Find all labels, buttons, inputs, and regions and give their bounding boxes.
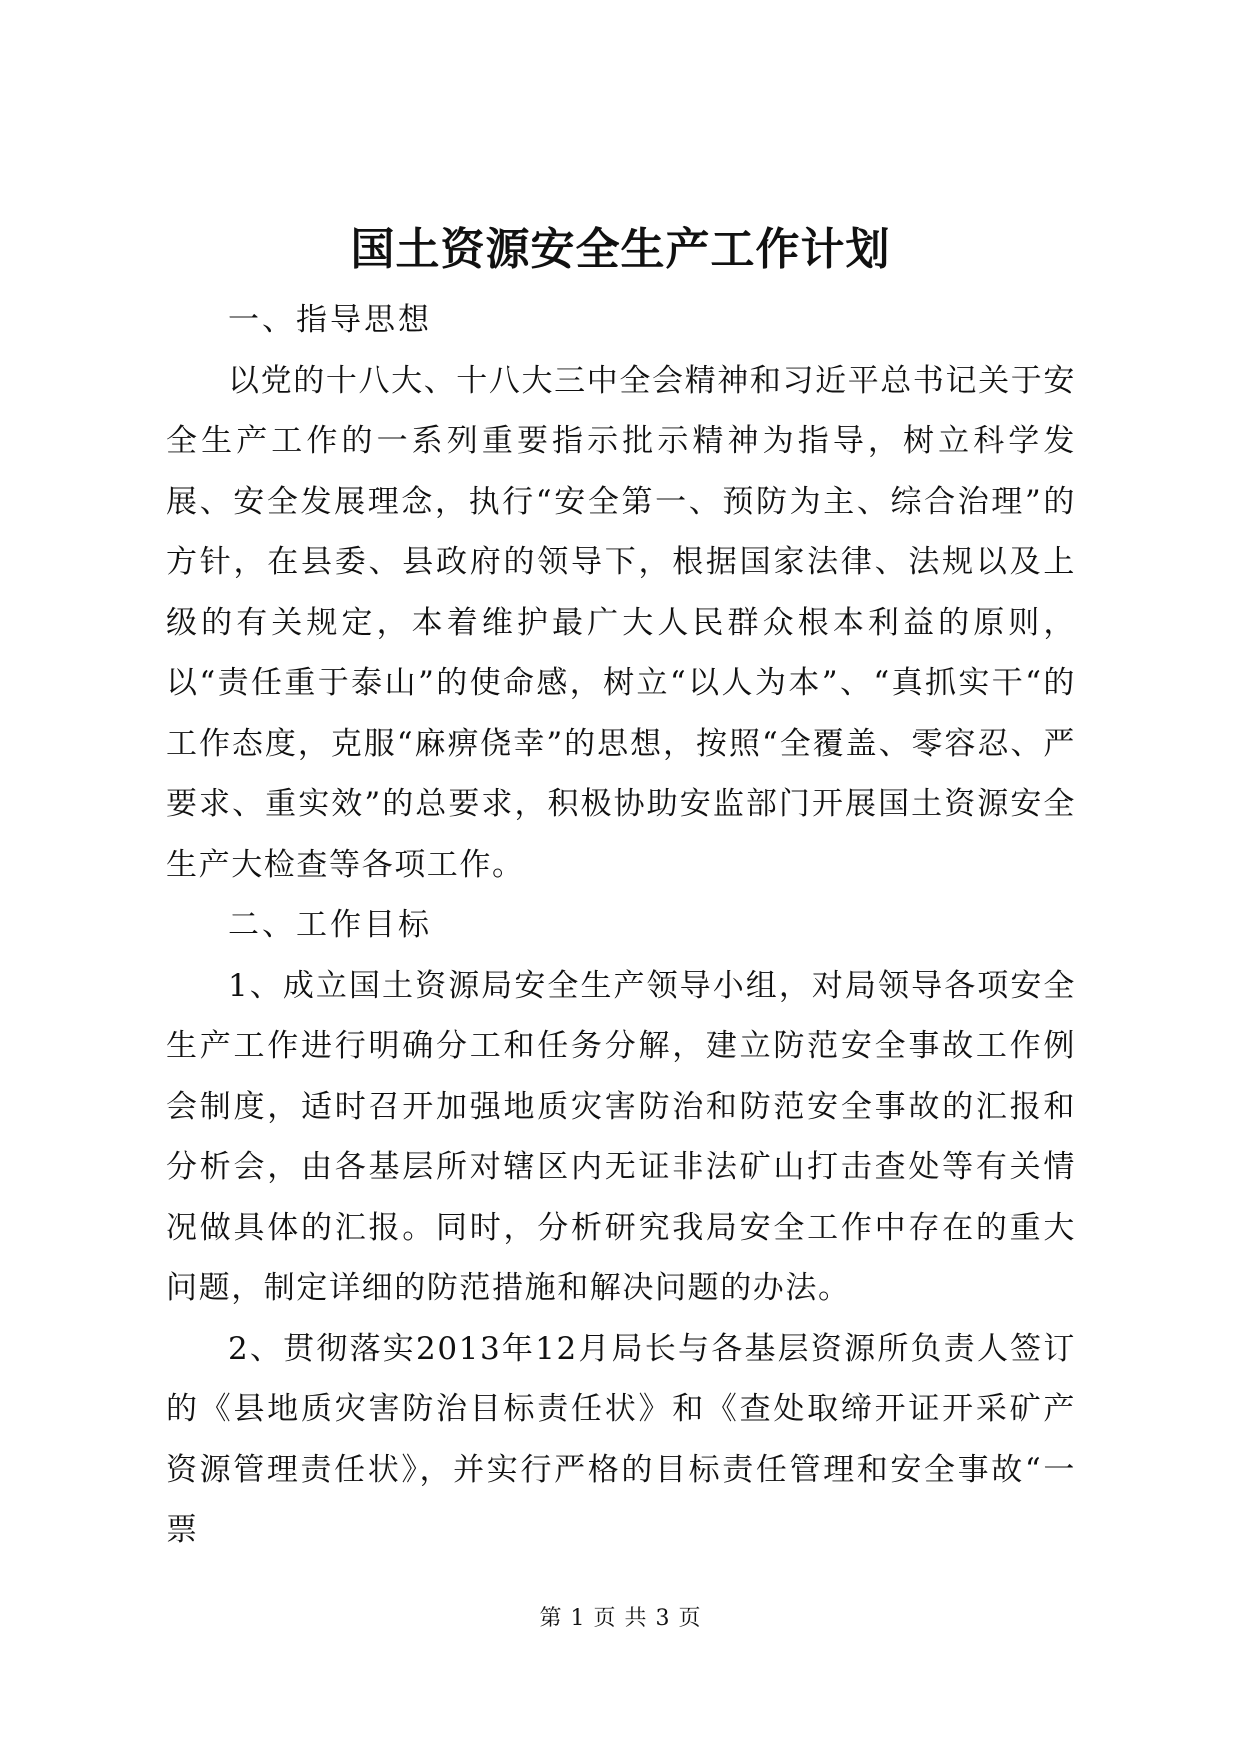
paragraph-goal-1: 1、成立国土资源局安全生产领导小组，对局领导各项安全生产工作进行明确分工和任务分解，建立防范安全事故工作例会制度，适时召开加强地质灾害防治和防范安全事故的汇报和分析会，由各基层所对辖区内无证非法矿山打击查处等有关情况做具体的汇报。同时，分析研究我局安全工作中存在的重大问题，制定详细的防范措施和解决问题的办法。 [166, 967, 1076, 1306]
paragraph-goal-2: 2、贯彻落实2013年12月局长与各基层资源所负责人签订的《县地质灾害防治目标责任状》和《查处取缔开证开采矿产资源管理责任状》，并实行严格的目标责任管理和安全事故“一票 [166, 1330, 1076, 1548]
document-title: 国土资源安全生产工作计划 [350, 224, 891, 275]
page-indicator: 第 1 页 共 3 页 [539, 1606, 702, 1631]
document-body [166, 290, 1076, 1561]
paragraph-guiding-ideology: 以党的十八大、十八大三中全会精神和习近平总书记关于安全生产工作的一系列重要指示批示精神为指导，树立科学发展、安全发展理念，执行“安全第一、预防为主、综合治理”的方针，在县委、县政府的领导下，根据国家法律、法规以及上级的有关规定，本着维护最广大人民群众根本利益的原则，以“责任重于泰山”的使命感，树立“以人为本”、“真抓实干“的工作态度，克服“麻痹侥幸”的思想，按照“全覆盖、零容忍、严要求、重实效”的总要求，积极协助安监部门开展国土资源安全生产大检查等各项工作。 [166, 362, 1076, 883]
section-heading-guiding-ideology: 一、指导思想 [228, 302, 432, 338]
section-heading-work-goals: 二、工作目标 [228, 907, 432, 943]
page-footer [0, 1604, 1241, 1634]
